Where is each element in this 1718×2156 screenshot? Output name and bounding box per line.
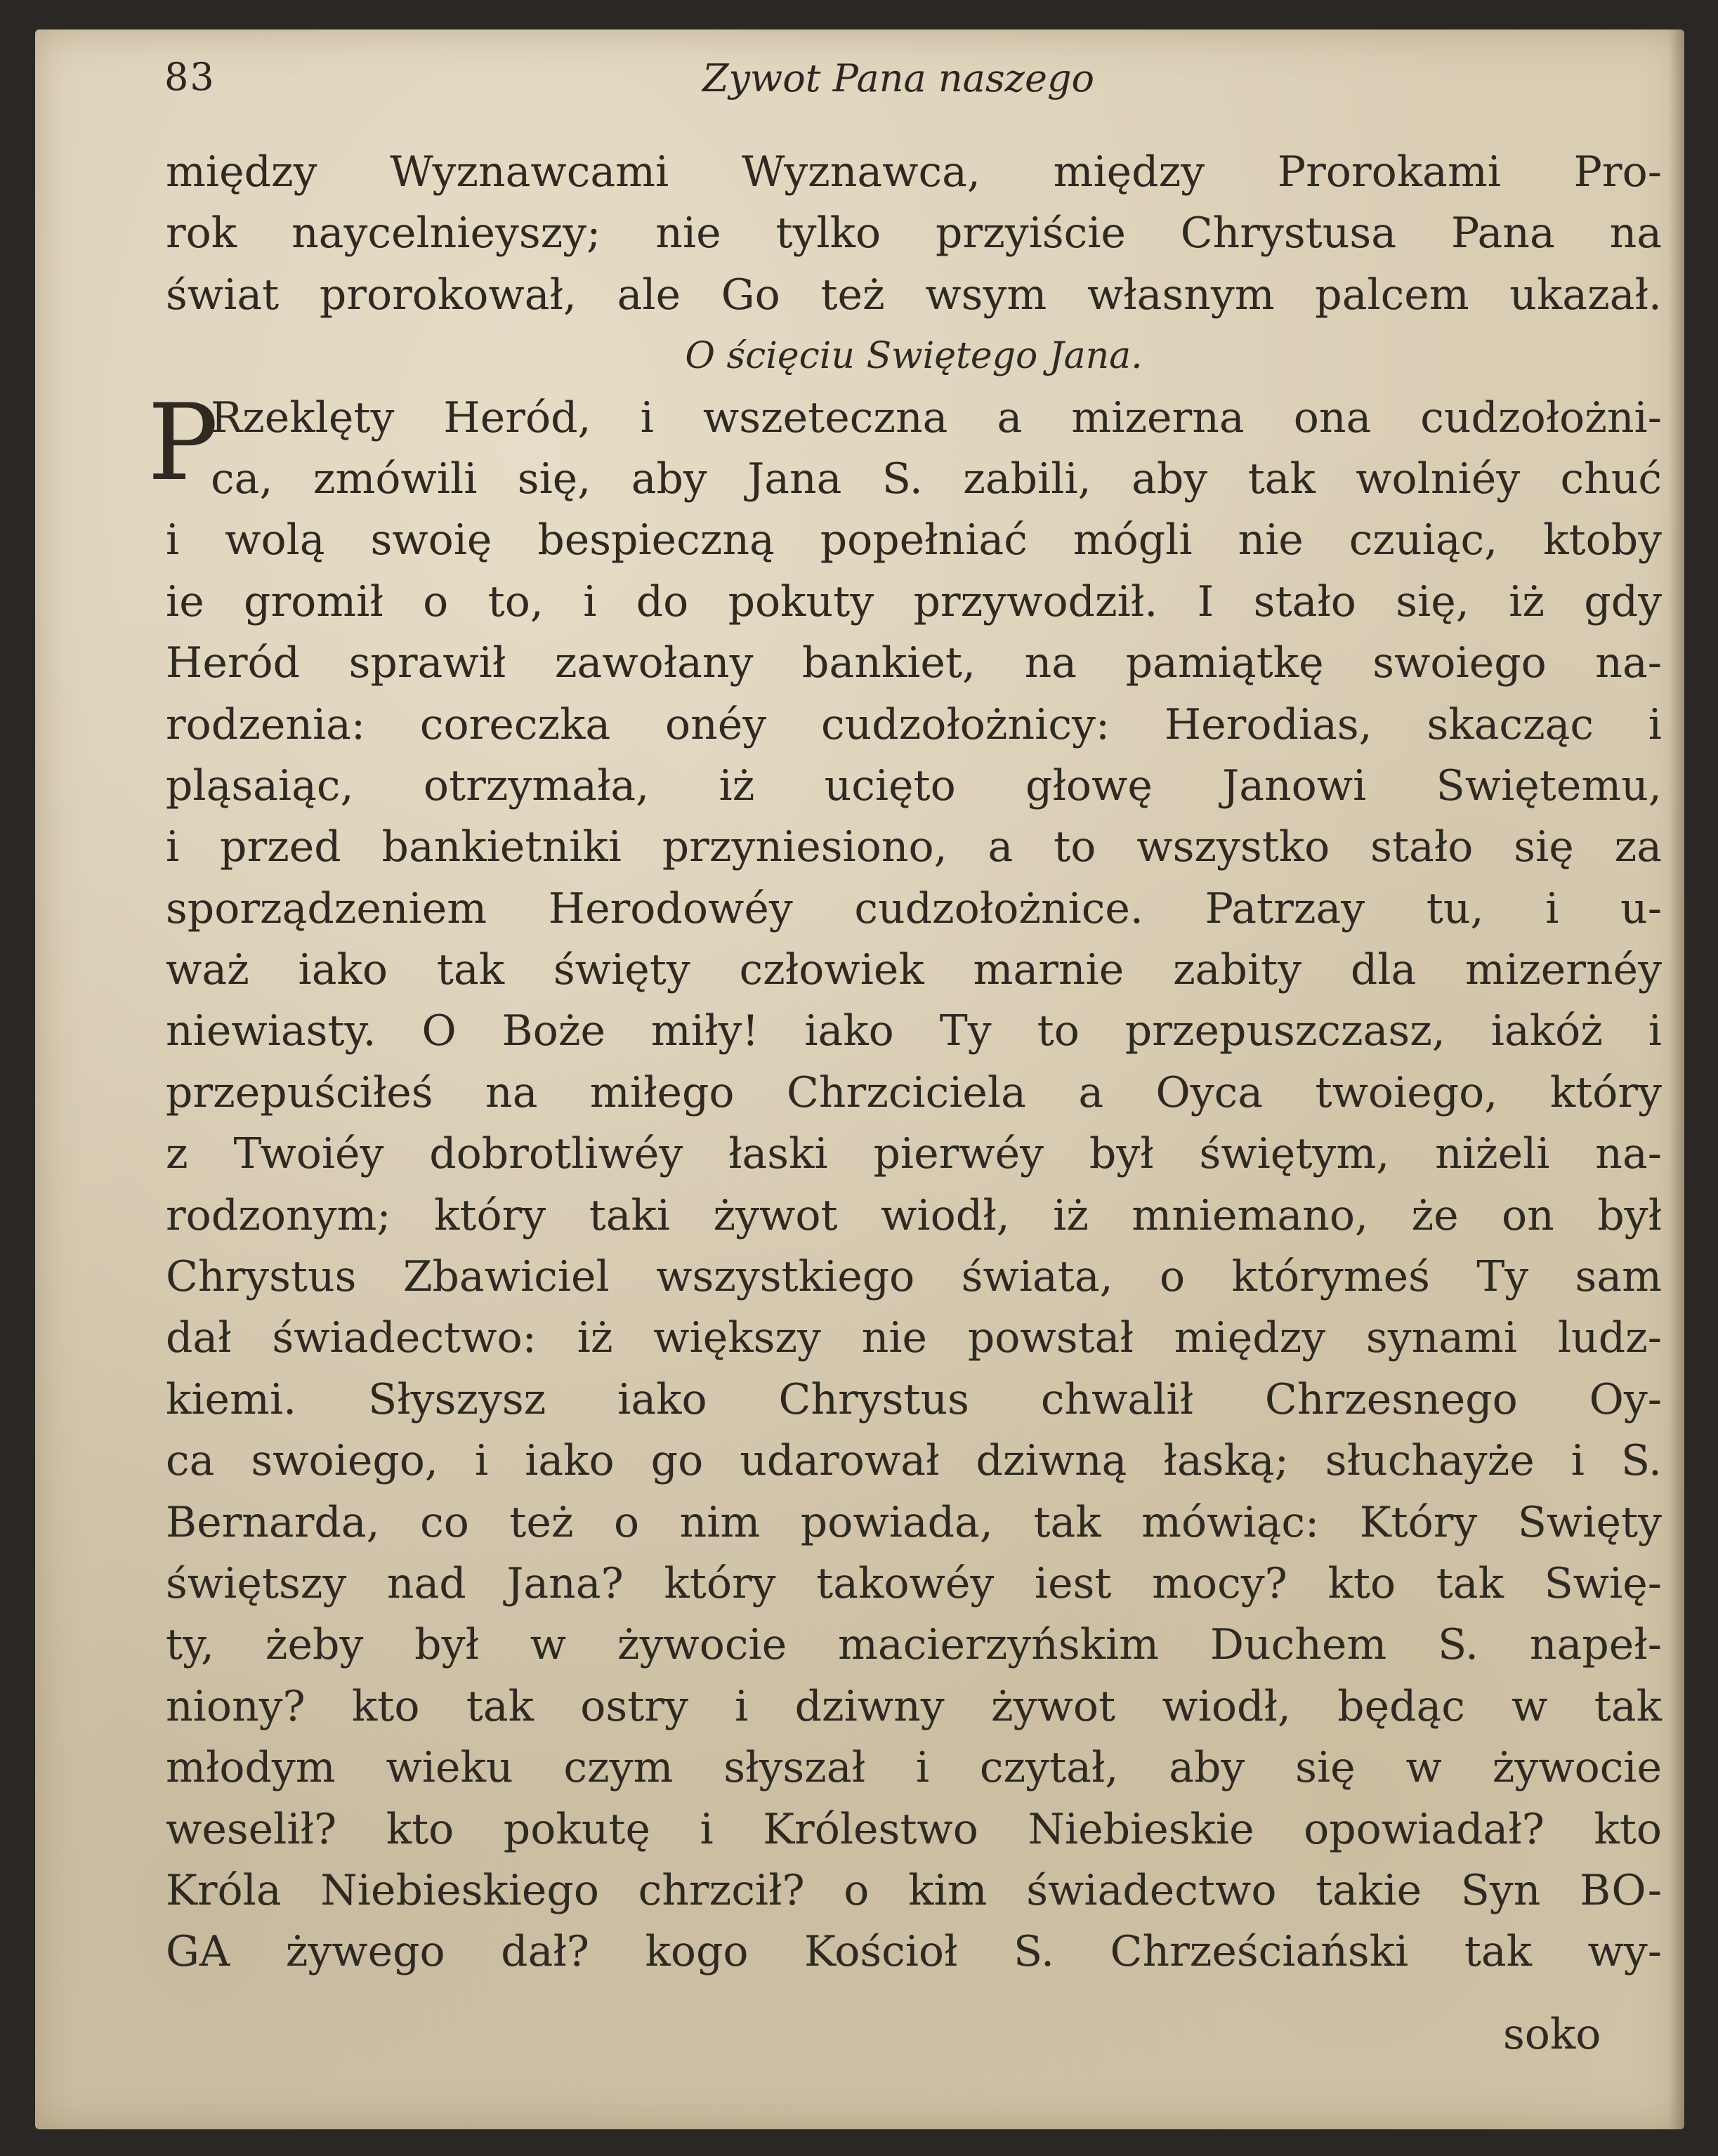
- catchword: soko: [1503, 2010, 1601, 2059]
- paragraph-opening: [147, 381, 1662, 511]
- text-line: Heród sprawił zawołany bankiet, na pamiątkę swoiego na-: [166, 638, 1662, 688]
- text-line: świat prorokował, ale Go też wsym własnym palcem ukazał.: [166, 270, 1662, 320]
- text-line: ca, zmówili się, aby Jana S. zabili, aby tak wolniéy chuć: [211, 454, 1662, 504]
- section-heading: O ścięciu Swiętego Jana.: [685, 335, 1143, 378]
- text-line: Króla Niebieskiego chrzcił? o kim świadectwo takie Syn BO-: [166, 1865, 1662, 1915]
- text-line: z Twoiéy dobrotliwéy łaski pierwéy był świętym, niżeli na-: [166, 1129, 1662, 1179]
- text-line: i wolą swoię bespieczną popełniać mógli nie czuiąc, ktoby: [166, 515, 1662, 565]
- text-line: i przed bankietniki przyniesiono, a to wszystko stało się za: [166, 822, 1662, 872]
- text-line: GA żywego dał? kogo Kościoł S. Chrześciański tak wy-: [166, 1927, 1662, 1977]
- text-line: niony? kto tak ostry i dziwny żywot wiodł, będąc w tak: [166, 1681, 1662, 1731]
- page-edge-shadow: [1669, 29, 1684, 2129]
- page-header: [126, 55, 1658, 104]
- text-line: rok naycelnieyszy; nie tylko przyiście Chrystusa Pana na: [166, 209, 1662, 258]
- text-line: świętszy nad Jana? który takowéy iest mocy? kto tak Swię-: [166, 1558, 1662, 1608]
- text-line: ca swoiego, i iako go udarował dziwną łaską; słuchayże i S.: [166, 1436, 1662, 1486]
- text-line: Rzeklęty Heród, i wszeteczna a mizerna ona cudzołożni-: [211, 393, 1662, 442]
- text-line: sporządzeniem Herodowéy cudzołożnice. Patrzay tu, i u-: [166, 883, 1662, 933]
- text-line: pląsaiąc, otrzymała, iż ucięto głowę Janowi Swiętemu,: [166, 761, 1662, 810]
- text-line: ty, żeby był w żywocie macierzyńskim Duchem S. napeł-: [166, 1620, 1662, 1670]
- text-line: rodzenia: coreczka onéy cudzołożnicy: Herodias, skacząc i: [166, 699, 1662, 749]
- text-line: waż iako tak święty człowiek marnie zabity dla mizernéy: [166, 945, 1662, 995]
- page-number: 83: [164, 55, 216, 99]
- text-block: [147, 142, 1662, 1983]
- paragraph-body: [166, 510, 1662, 1983]
- running-head: Zywot Pana naszego: [702, 56, 1095, 100]
- text-line: ie gromił o to, i do pokuty przywodził. I stało się, iż gdy: [166, 577, 1662, 626]
- text-line: rodzonym; który taki żywot wiodł, iż mniemano, że on był: [166, 1190, 1662, 1240]
- text-line: Chrystus Zbawiciel wszystkiego świata, o którymeś Ty sam: [166, 1252, 1662, 1302]
- drop-cap: P: [147, 381, 218, 504]
- text-line: dał świadectwo: iż większy nie powstał między synami ludz-: [166, 1313, 1662, 1363]
- text-line: kiemi. Słyszysz iako Chrystus chwalił Chrzesnego Oy-: [166, 1374, 1662, 1424]
- text-line: młodym wieku czym słyszał i czytał, aby się w żywocie: [166, 1743, 1662, 1793]
- text-line: Bernarda, co też o nim powiada, tak mówiąc: Który Swięty: [166, 1497, 1662, 1547]
- text-line: weselił? kto pokutę i Królestwo Niebieskie opowiadał? kto: [166, 1804, 1662, 1854]
- text-line: niewiasty. O Boże miły! iako Ty to przepuszczasz, iakóż i: [166, 1006, 1662, 1056]
- text-line: przepuściłeś na miłego Chrzciciela a Oyca twoiego, który: [166, 1067, 1662, 1117]
- text-line: między Wyznawcami Wyznawca, między Prorokami Pro-: [166, 147, 1662, 197]
